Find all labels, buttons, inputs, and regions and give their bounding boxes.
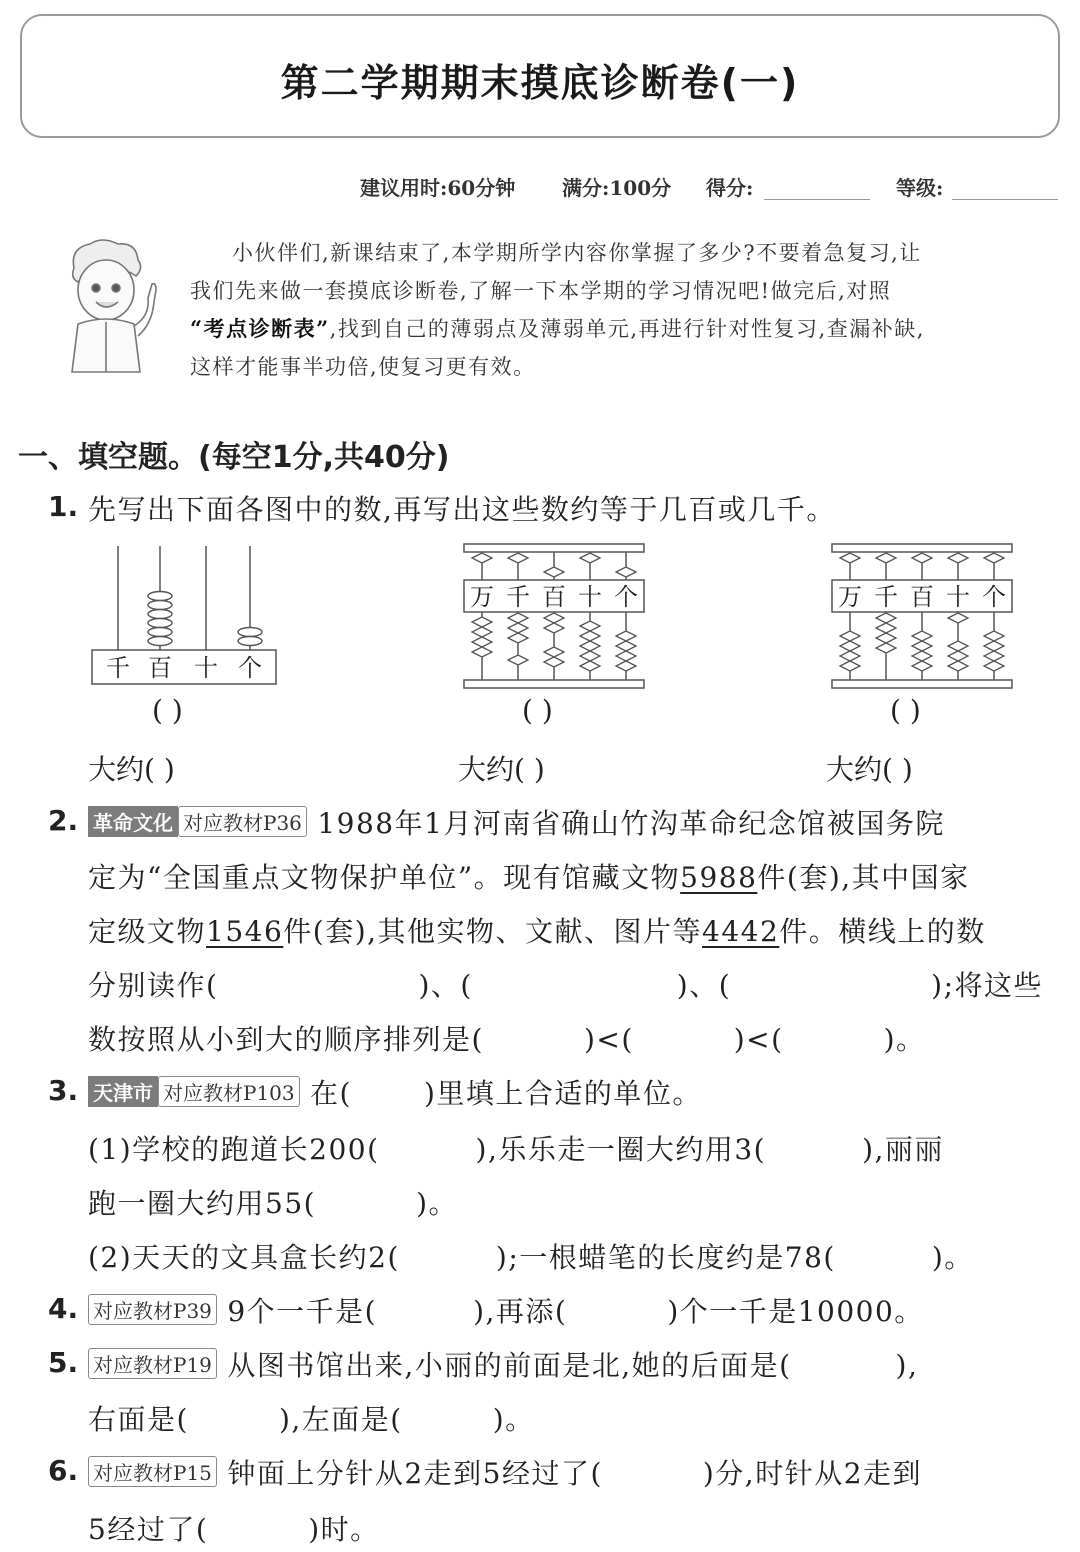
intro-line-3-rest: ,找到自己的薄弱点及薄弱单元,再进行针对性复习,查漏补缺, [329, 317, 925, 341]
score-blank[interactable] [764, 199, 870, 200]
q5-line-1 [88, 1344, 918, 1384]
q4-number: 4. [48, 1292, 79, 1325]
abacus1-label-tens: 十 [194, 654, 218, 682]
q3-sub2-text-b: );一根蜡笔的长度约是78( [495, 1241, 836, 1274]
q5-text-e: )。 [492, 1403, 535, 1436]
q3-textbook-ref: 对应教材P103 [158, 1076, 300, 1107]
q2-number-5988: 5988 [680, 861, 758, 894]
q5-line-2 [88, 1398, 535, 1438]
abacus1-label-thousands: 千 [106, 654, 130, 682]
q2-number-1546: 1546 [206, 915, 284, 948]
q2-number-4442: 4442 [702, 915, 780, 948]
q3-text-1a: 在( [310, 1077, 352, 1110]
q1-answer-number-1[interactable]: ( ) [152, 694, 183, 727]
abacus3-label-ones: 个 [982, 583, 1006, 611]
q2-text-5c: )<( [733, 1023, 784, 1056]
abacus2-label-ten-thousands: 万 [470, 583, 494, 611]
intro-paragraph [190, 234, 1050, 386]
q3-sub1-text-b: ),乐乐走一圈大约用3( [475, 1133, 767, 1166]
q2-text-5d: )。 [883, 1023, 926, 1056]
abacus3-label-thousands: 千 [874, 583, 898, 611]
abacus2-label-ones: 个 [614, 583, 638, 611]
abacus-2 [462, 542, 646, 690]
q5-text-b: ), [895, 1349, 919, 1382]
abacus-3 [830, 542, 1014, 690]
q2-text-5b: )<( [583, 1023, 634, 1056]
q5-number: 5. [48, 1346, 79, 1379]
q2-text-1: 1988年1月河南省确山竹沟革命纪念馆被国务院 [317, 807, 945, 840]
q2-line-1 [88, 802, 945, 842]
q3-sub1-text-d: 跑一圈大约用55( [88, 1187, 317, 1220]
q5-text-d: ),左面是( [278, 1403, 403, 1436]
q6-line-2 [88, 1508, 380, 1548]
q2-text-4b: )、( [418, 969, 473, 1002]
q4-text-c: )个一千是10000。 [667, 1295, 924, 1328]
q4-text-b: ),再添( [473, 1295, 568, 1328]
q3-line-1 [88, 1072, 702, 1112]
q3-sub1-line-2 [88, 1182, 458, 1222]
q1-text: 先写出下面各图中的数,再写出这些数约等于几百或几千。 [88, 493, 836, 526]
q2-text-3c: 件。横线上的数 [779, 915, 986, 948]
q3-sub1-text-a: (1)学校的跑道长200( [88, 1133, 380, 1166]
q2-text-5a: 数按照从小到大的顺序排列是( [88, 1023, 484, 1056]
q2-text-4a: 分别读作( [88, 969, 219, 1002]
q5-text-a: 从图书馆出来,小丽的前面是北,她的后面是( [227, 1349, 792, 1382]
intro-line-4: 这样才能事半功倍,使复习更有效。 [190, 355, 536, 379]
abacus2-label-tens: 十 [578, 583, 602, 611]
q3-sub2-text-a: (2)天天的文具盒长约2( [88, 1241, 400, 1274]
q3-sub1-text-e: )。 [416, 1187, 458, 1220]
diagnosis-table-highlight: “考点诊断表” [190, 316, 330, 341]
q6-text-b: )分,时针从2走到 [702, 1457, 923, 1490]
abacus2-label-hundreds: 百 [542, 583, 566, 611]
full-score: 满分:100分 [562, 176, 672, 200]
q3-region-tag: 天津市 [88, 1076, 158, 1107]
q6-text-c: 5经过了( [88, 1513, 209, 1546]
page-title: 第二学期期末摸底诊断卷(一) [280, 61, 800, 105]
section-heading-fill-blank: 一、填空题。(每空1分,共40分) [18, 440, 450, 475]
q2-text-2b: 件(套),其中国家 [757, 861, 970, 894]
abacus3-label-tens: 十 [946, 583, 970, 611]
q3-sub2-text-c: )。 [931, 1241, 974, 1274]
q2-line-4 [88, 964, 1043, 1004]
q1-approx-answer-2[interactable]: 大约( ) [458, 753, 545, 786]
q1-approx-answer-1[interactable]: 大约( ) [88, 753, 175, 786]
q4-textbook-ref: 对应教材P39 [88, 1294, 217, 1325]
q2-line-2 [88, 856, 970, 896]
intro-line-2: 我们先来做一套摸底诊断卷,了解一下本学期的学习情况吧!做完后,对照 [190, 279, 892, 303]
q6-number: 6. [48, 1454, 79, 1487]
q2-text-4c: )、( [676, 969, 732, 1002]
q1-approx-answer-3[interactable]: 大约( ) [826, 753, 913, 786]
intro-line-1: 小伙伴们,新课结束了,本学期所学内容你掌握了多少?不要着急复习,让 [232, 241, 922, 265]
cartoon-boy-illustration [62, 238, 162, 374]
q6-text-a: 钟面上分针从2走到5经过了( [227, 1457, 603, 1490]
q1-number: 1. [48, 490, 79, 523]
q2-text-4d: );将这些 [931, 969, 1044, 1002]
q2-number: 2. [48, 804, 79, 837]
q2-line-3 [88, 910, 986, 950]
q1-answer-number-3[interactable]: ( ) [890, 694, 921, 727]
q2-text-3b: 件(套),其他实物、文献、图片等 [283, 915, 703, 948]
q3-text-1b: )里填上合适的单位。 [423, 1077, 702, 1110]
q1-answer-number-2[interactable]: ( ) [522, 694, 553, 727]
q3-sub1-text-c: ),丽丽 [862, 1133, 944, 1166]
q3-sub1-line-1 [88, 1128, 944, 1168]
grade-label: 等级: [896, 176, 944, 200]
q6-textbook-ref: 对应教材P15 [88, 1456, 217, 1487]
q6-line-1 [88, 1452, 922, 1492]
q3-number: 3. [48, 1074, 79, 1107]
abacus2-label-thousands: 千 [506, 583, 530, 611]
suggested-time: 建议用时:60分钟 [360, 176, 516, 200]
counting-frame-1 [90, 546, 278, 688]
q2-text-2a: 定为“全国重点文物保护单位”。现有馆藏文物 [88, 861, 681, 894]
abacus1-label-hundreds: 百 [148, 654, 172, 682]
grade-blank[interactable] [952, 199, 1058, 200]
q4-line [88, 1290, 924, 1330]
score-label: 得分: [706, 176, 754, 200]
abacus3-label-hundreds: 百 [910, 583, 934, 611]
q3-sub2-line [88, 1236, 974, 1276]
q5-text-c: 右面是( [88, 1403, 189, 1436]
intro-line-3 [190, 310, 1050, 348]
q5-textbook-ref: 对应教材P19 [88, 1348, 217, 1379]
abacus3-label-ten-thousands: 万 [838, 583, 862, 611]
q2-line-5 [88, 1018, 926, 1058]
abacus1-label-ones: 个 [238, 654, 262, 682]
q2-topic-tag: 革命文化 [88, 806, 178, 837]
q2-text-3a: 定级文物 [88, 915, 207, 948]
q6-text-d: )时。 [308, 1513, 380, 1546]
q4-text-a: 9个一千是( [227, 1295, 378, 1328]
q2-textbook-ref: 对应教材P36 [178, 806, 307, 837]
